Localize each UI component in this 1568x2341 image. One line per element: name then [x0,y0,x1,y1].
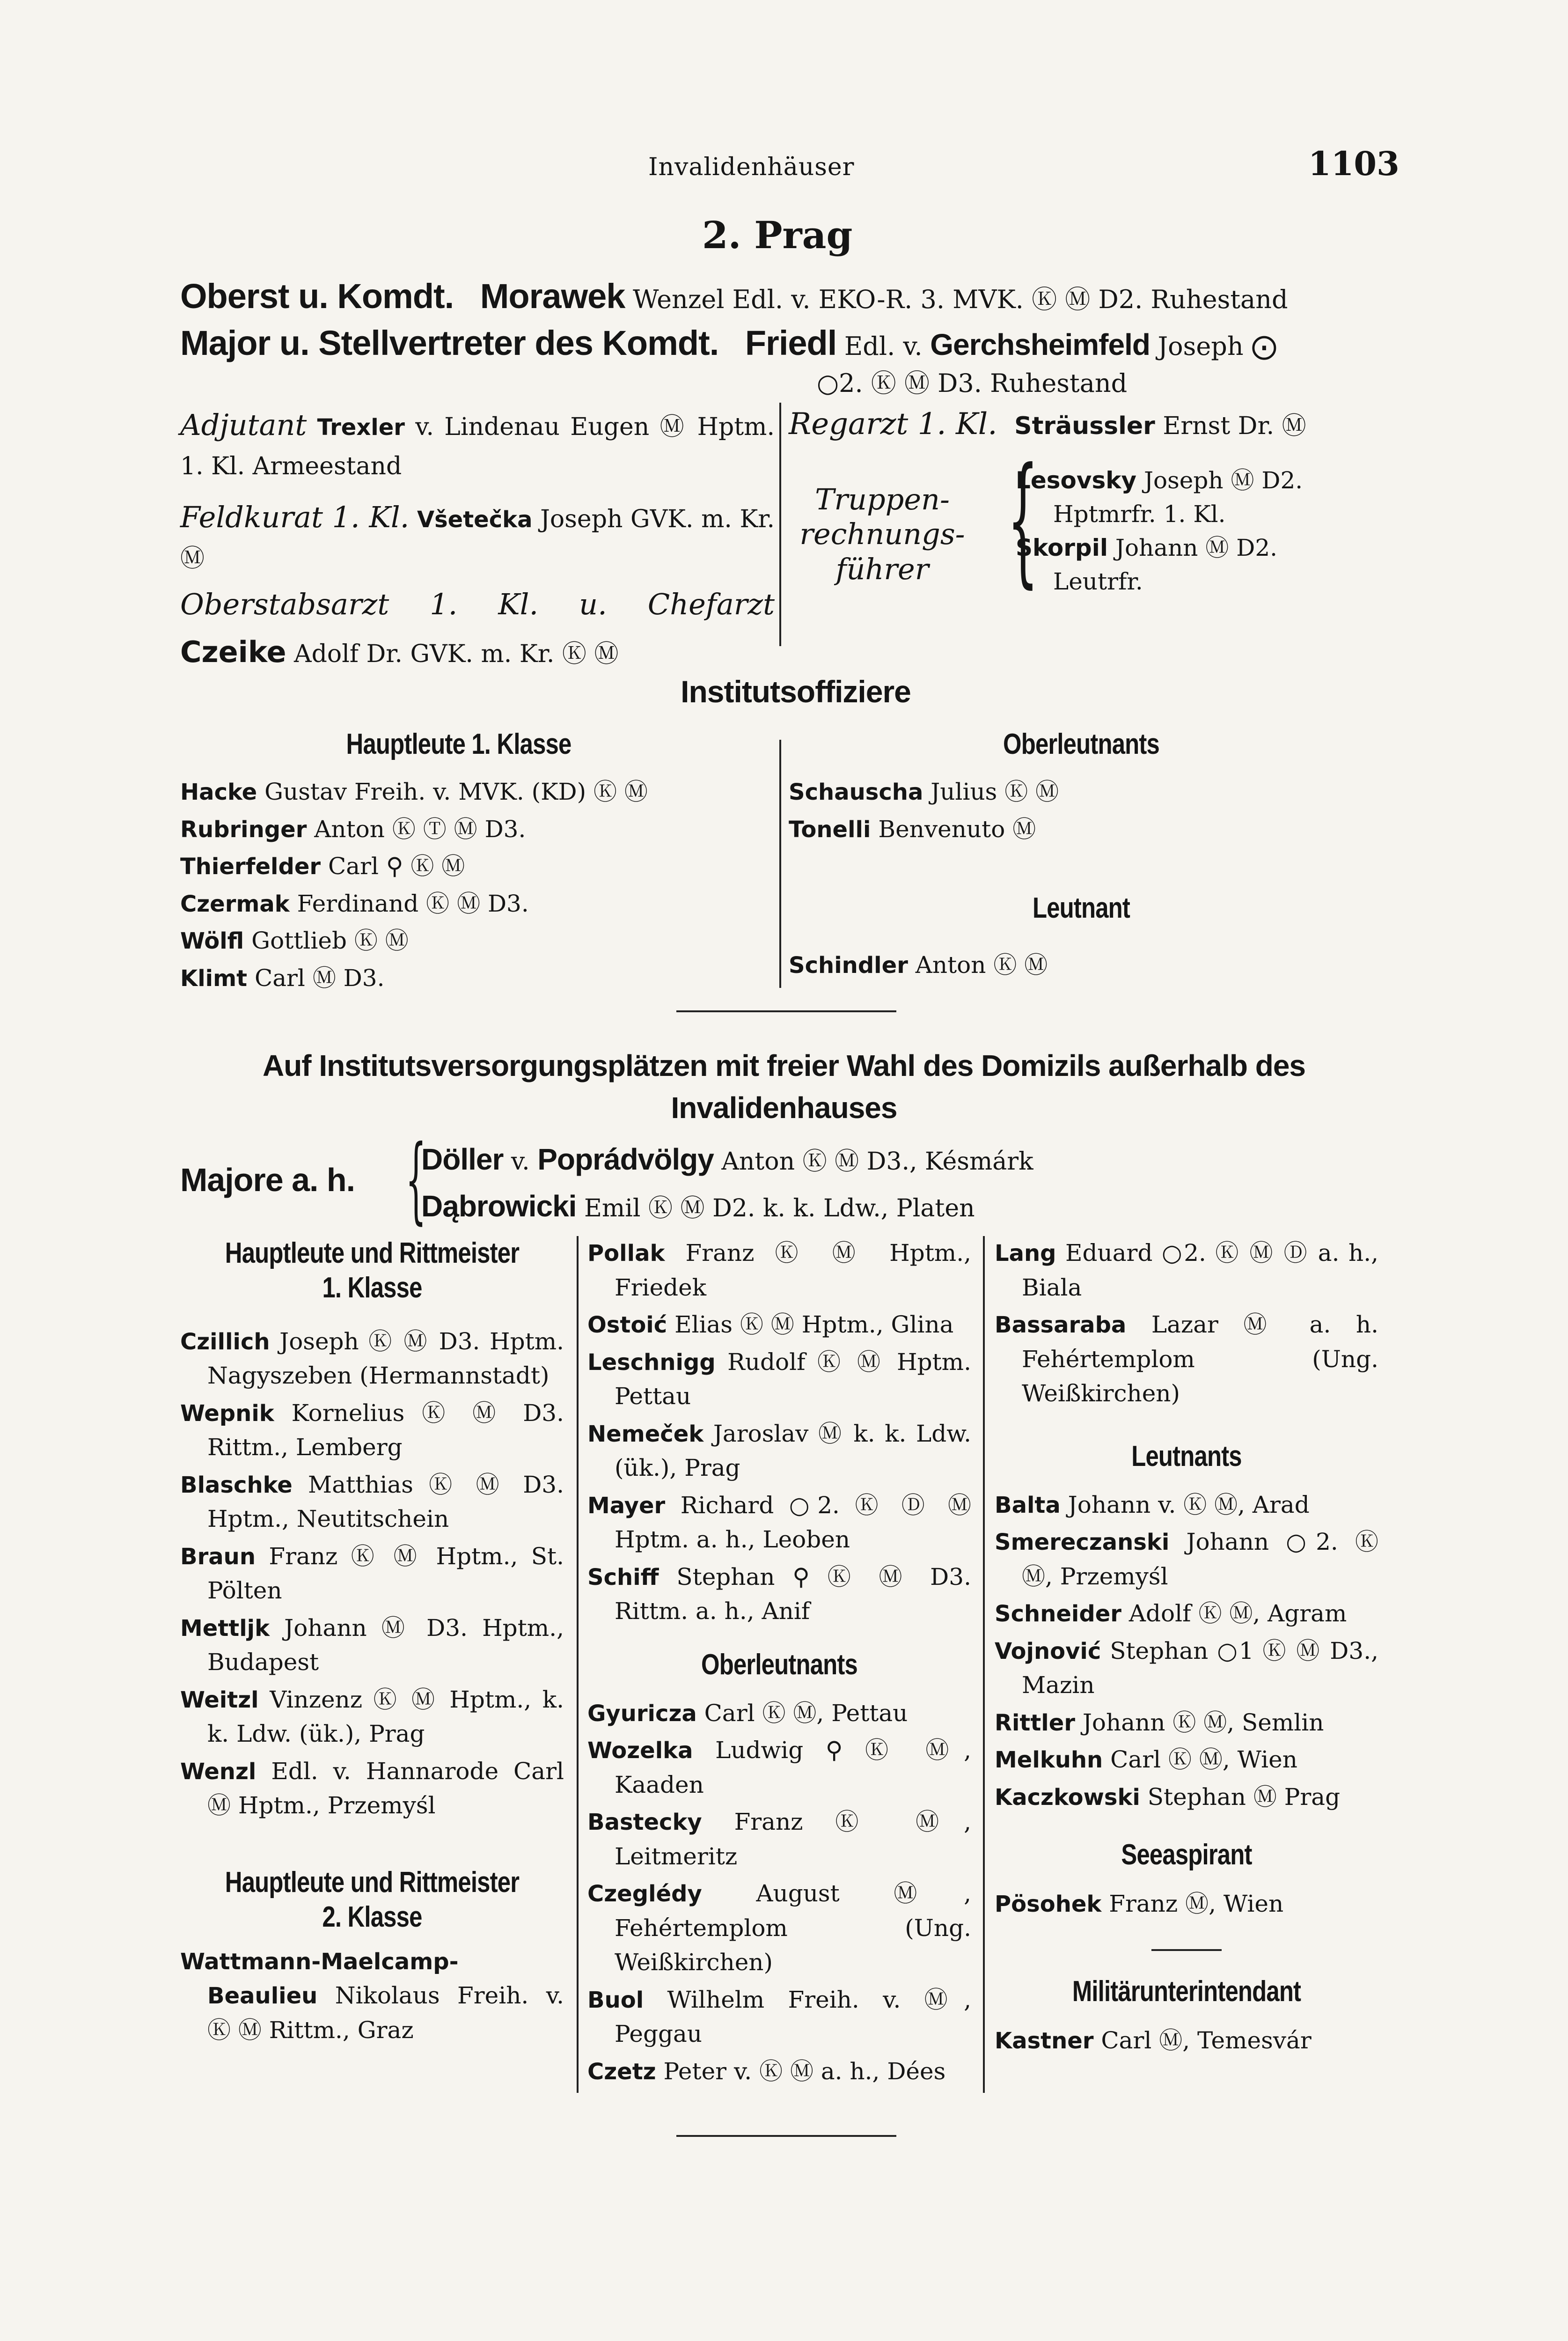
col2-heading-2: Oberleutnants [701,1648,857,1681]
entry-rest: Carl ⚲ Ⓚ Ⓜ [328,853,465,880]
list-item [180,1754,564,1823]
entry-rest: Stephan ⚲ Ⓚ Ⓜ D3. Rittm. a. h., Anif [615,1563,971,1625]
majore-1-name-2: Poprádvölgy [537,1142,714,1176]
entry-name: Smereczanski [995,1529,1170,1556]
list-item [587,1308,971,1342]
entry-rest: Matthias Ⓚ Ⓜ D3. Hptm., Neutitschein [207,1471,564,1533]
entry-name: Nemeček [587,1421,704,1447]
col3-heading-3: Seeaspirant [1121,1839,1252,1871]
staff-left [180,403,775,675]
majore-label: Majore a. h. [180,1162,355,1198]
czeike-rest: Adolf Dr. GVK. m. Kr. Ⓚ Ⓜ [294,640,619,669]
entry-name: Blaschke [180,1472,293,1498]
entry-rest: Carl Ⓚ Ⓜ, Pettau [704,1699,908,1727]
oberst-label: Oberst u. Komdt. [180,277,454,316]
entry-name: Czeglédy [587,1881,702,1907]
list-item [995,1887,1378,1921]
entry-rest: Adolf Ⓚ Ⓜ, Agram [1128,1600,1347,1627]
list-item [789,948,1383,983]
list-item [180,1683,564,1752]
majore-1-v: v. [511,1148,530,1176]
col1-heading-2: Hauptleute und Rittmeister 2. Klasse [225,1866,520,1934]
col3-heading-4: Militärunterintendant [1072,1975,1301,2008]
entry-name: Wozelka [587,1737,693,1764]
entry-rest: Ludwig ⚲ Ⓚ Ⓜ, Kaaden [615,1737,971,1798]
entry-name: Mettljk [180,1615,270,1642]
entry-rest: August Ⓜ, Fehértemplom (Ung. Weißkirchen) [615,1880,971,1976]
entry-rest: Edl. v. Hannarode Carl Ⓜ Hptm., Przemyśl [207,1757,564,1819]
list-item [180,1611,564,1680]
regarzt-name: Sträussler [1014,412,1155,440]
list-item [180,924,775,958]
col2 [587,1236,971,2091]
major-line [180,318,1277,368]
majore-1-name: Döller [421,1142,504,1176]
list-item [995,2024,1378,2058]
skorpil-line [1016,531,1390,565]
entry-rest: Jaroslav Ⓜ k. k. Ldw. (ük.), Prag [615,1420,971,1481]
col3-list-4 [995,2024,1378,2058]
adjutant-name: Trexler [317,414,405,441]
list-item [180,812,775,847]
entry-name: Buol [587,1987,644,2013]
entry-rest: Franz Ⓚ Ⓜ, Leitmeritz [615,1808,971,1870]
truppen-brace: { [1007,438,1039,601]
io-divider [779,740,781,988]
io-left-heading: Hauptleute 1. Klasse [346,728,572,760]
list-item [180,1944,564,2048]
col2-list-2 [587,1696,971,2089]
feldkurat-name: Všetečka [417,506,533,533]
entry-name: Pollak [587,1240,665,1266]
entry-name: Kastner [995,2027,1094,2054]
oberst-name: Morawek [480,277,625,316]
entry-rest: Lazar Ⓜ a. h. Fehértemplom (Ung. Weißkirchen) [1022,1311,1378,1407]
list-item [180,849,775,884]
entry-rest: Anton Ⓚ Ⓣ Ⓜ D3. [314,815,526,843]
majore-1-rest: Anton Ⓚ Ⓜ D3., Késmárk [721,1148,1033,1176]
entry-name: Bassaraba [995,1312,1127,1338]
entry-rest: Benvenuto Ⓜ [878,815,1036,843]
major-name: Friedl [745,324,837,362]
entry-rest: Ferdinand Ⓚ Ⓜ D3. [297,890,529,917]
entry-name: Schiff [587,1564,659,1590]
list-item [587,1733,971,1802]
oberst-rest: Wenzel Edl. v. EKO-R. 3. MVK. Ⓚ Ⓜ D2. Ruhestand [632,285,1288,314]
entry-rest: Johann v. Ⓚ Ⓜ, Arad [1068,1491,1310,1518]
bottom-rule [676,2135,896,2137]
entry-rest: Franz Ⓚ Ⓜ Hptm., Friedek [615,1239,971,1301]
adjutant-title: Adjutant [180,408,307,442]
staff-right [789,403,1378,446]
list-item [995,1308,1378,1411]
entry-rest: Kornelius Ⓚ Ⓜ D3. Rittm., Lemberg [207,1399,564,1461]
major-name-2: Gerchsheimfeld [930,328,1150,361]
entry-rest: Nikolaus Freih. v. Ⓚ Ⓜ Rittm., Graz [207,1982,564,2044]
institution-title: 2. Prag [702,213,853,257]
entry-name: Lang [995,1240,1056,1266]
io-right-heading-2: Leutnant [1032,892,1130,924]
regarzt-rest: Ernst Dr. Ⓜ [1163,412,1306,440]
entry-name: Czermak [180,891,290,917]
list-item [180,775,775,810]
entry-rest: Franz Ⓚ Ⓜ Hptm., St. Pölten [207,1542,564,1605]
entry-name: Rubringer [180,816,307,843]
col1-list-1 [180,1325,564,1823]
major-rest-2: Joseph ⨀ [1158,331,1277,361]
entry-rest: Anton Ⓚ Ⓜ [915,951,1048,979]
truppen-title-1: Truppen- [815,482,950,516]
entry-rest: Peter v. Ⓚ Ⓜ a. h., Dées [663,2057,946,2085]
czeike-entry [180,630,775,675]
entry-name: Vojnović [995,1638,1101,1664]
list-item [995,1236,1378,1305]
oberst-line [180,272,1288,322]
entry-name: Klimt [180,965,248,992]
entry-rest: Wilhelm Freih. v. Ⓜ, Peggau [615,1986,971,2048]
entry-rest: Johann Ⓚ Ⓜ, Semlin [1082,1708,1324,1736]
skorpil-rest: Johann Ⓜ D2. [1115,534,1278,561]
entry-name: Wattmann-Maelcamp-Beaulieu [180,1948,459,2010]
list-item [587,1488,971,1557]
section-rule-1 [676,1010,896,1012]
major-line-2: ○2. Ⓚ Ⓜ D3. Ruhestand [817,368,1128,398]
io-right-heading-1: Oberleutnants [1003,728,1159,760]
czeike-name: Czeike [180,635,286,670]
entry-name: Gyuricza [587,1700,697,1727]
col3-list-1 [995,1236,1378,1411]
col3-heading-2: Leutnants [1131,1440,1242,1472]
entry-rest: Stephan Ⓜ Prag [1147,1783,1341,1811]
list-item [995,1597,1378,1631]
entry-rest: Gottlieb Ⓚ Ⓜ [251,927,409,954]
entry-name: Braun [180,1543,256,1570]
entry-name: Wepnik [180,1400,274,1427]
col1-list-2 [180,1944,564,2048]
running-title: Invalidenhäuser [648,153,855,181]
list-item [180,1539,564,1608]
io-right-list-1 [789,775,1383,849]
col2-list-1 [587,1236,971,1629]
entry-rest: Eduard ○2. Ⓚ Ⓜ Ⓓ a. h., Biala [1022,1239,1378,1301]
entry-rest: Franz Ⓜ, Wien [1109,1890,1284,1917]
versorgung-heading-1: Auf Institutsversorgungsplätzen mit freier Wahl des Domizils außerhalb des [262,1049,1306,1082]
regarzt-title: Regarzt 1. Kl. [789,407,997,442]
col-divider-2 [983,1236,985,2093]
entry-name: Pösohek [995,1891,1102,1917]
entry-name: Wenzl [180,1758,256,1785]
list-item [587,1345,971,1414]
truppen-members [1016,464,1390,598]
majore-2-rest: Emil Ⓚ Ⓜ D2. k. k. Ldw., Platen [584,1194,975,1222]
entry-rest: Gustav Freih. v. MVK. (KD) Ⓚ Ⓜ [264,778,648,805]
list-item [995,1780,1378,1815]
major-label: Major u. Stellvertreter des Komdt. [180,324,719,362]
entry-name: Tonelli [789,816,871,843]
entry-rest: Carl Ⓜ D3. [254,964,385,992]
list-item [587,1417,971,1486]
entry-name: Schneider [995,1601,1121,1627]
entry-rest: Elias Ⓚ Ⓜ Hptm., Glina [674,1311,954,1338]
skorpil-line-2: Leutrfr. [1053,568,1143,595]
entry-rest: Carl Ⓚ Ⓜ, Wien [1110,1746,1297,1774]
list-item [789,775,1383,810]
oberstabsarzt-title: Oberstabsarzt 1. Kl. u. Chefarzt [180,587,775,622]
entry-name: Schindler [789,952,908,979]
entry-rest: Carl Ⓜ, Temesvár [1101,2026,1312,2054]
feldkurat-entry [180,495,775,578]
adjutant-entry [180,403,775,486]
io-right-list-2 [789,948,1383,986]
page-number: 1103 [1308,144,1399,183]
list-item [995,1525,1378,1594]
versorgung-heading-2: Invalidenhauses [671,1091,897,1125]
entry-name: Bastecky [587,1809,702,1836]
list-item [995,1488,1378,1523]
col3 [995,1236,1378,2061]
entry-rest: Richard ○2. Ⓚ Ⓓ Ⓜ Hptm. a. h., Leoben [615,1491,971,1553]
entry-name: Weitzl [180,1686,259,1713]
list-item [180,1396,564,1465]
lesovsky-line [1016,464,1390,497]
lesovsky-name: Lesovsky [1016,467,1137,494]
truppen-title-3: führer [835,552,929,586]
col1 [180,1236,564,2050]
feldkurat-title: Feldkurat 1. Kl. [180,500,410,534]
list-item [180,1325,564,1393]
col1-heading-1: Hauptleute und Rittmeister 1. Klasse [225,1237,520,1304]
lesovsky-line-2: Hptmrfr. 1. Kl. [1053,501,1226,528]
truppen-title-2: rechnungs- [799,517,965,552]
list-item [587,1983,971,2052]
list-item [995,1706,1378,1740]
list-item [587,1877,971,1980]
list-item [587,1805,971,1874]
entry-name: Rittler [995,1709,1075,1736]
list-item [789,812,1383,847]
lesovsky-rest: Joseph Ⓜ D2. [1144,467,1303,494]
list-item [587,2054,971,2089]
entry-rest: Stephan ○1 Ⓚ Ⓜ D3., Mazin [1022,1637,1378,1699]
major-rest-1: Edl. v. [844,331,923,361]
entry-name: Hacke [180,779,257,805]
entry-name: Mayer [587,1492,666,1519]
truppen-title [789,482,976,587]
list-item [995,1743,1378,1777]
staff-divider [779,403,781,646]
adjutant-rest: v. Lindenau Eugen Ⓜ Hptm. 1. Kl. Armeestand [180,413,775,481]
entry-name: Kaczkowski [995,1784,1140,1811]
entry-name: Czetz [587,2058,656,2085]
entry-name: Leschnigg [587,1349,716,1376]
col3-rule [1151,1949,1222,1951]
majore-2-name: Dąbrowicki [421,1189,577,1223]
col3-list-2 [995,1488,1378,1815]
list-item [587,1696,971,1731]
entry-name: Czillich [180,1328,270,1355]
list-item [180,961,775,996]
entry-name: Thierfelder [180,854,321,880]
entry-rest: Rudolf Ⓚ Ⓜ Hptm. Pettau [615,1348,971,1410]
col-divider-1 [577,1236,579,2093]
regarzt-entry [789,403,1378,446]
majore-1 [421,1138,1033,1181]
entry-name: Melkuhn [995,1747,1103,1774]
entry-rest: Vinzenz Ⓚ Ⓜ Hptm., k. k. Ldw. (ük.), Prag [207,1686,564,1748]
feldkurat-rest: Joseph GVK. m. Kr. Ⓜ [180,505,775,573]
entry-rest: Johann ○2. Ⓚ Ⓜ, Przemyśl [1022,1528,1378,1590]
entry-name: Ostoić [587,1312,667,1338]
io-left-list [180,775,775,998]
entry-rest: Johann Ⓜ D3. Hptm., Budapest [207,1614,564,1676]
col3-list-3 [995,1887,1378,1921]
majore-brace: { [405,1125,426,1234]
list-item [180,1468,564,1537]
list-item [995,1634,1378,1703]
skorpil-name: Skorpil [1016,534,1108,561]
entry-name: Balta [995,1492,1061,1518]
entry-name: Schauscha [789,779,923,805]
entry-name: Wölfl [180,928,244,954]
list-item [180,887,775,921]
list-item [587,1236,971,1305]
majore-2 [421,1185,975,1228]
list-item [587,1560,971,1629]
entry-rest: Julius Ⓚ Ⓜ [931,778,1059,805]
entry-rest: Joseph Ⓚ Ⓜ D3. Hptm. Nagyszeben (Hermannstadt) [207,1327,564,1390]
institutsoffiziere-heading: Institutsoffiziere [681,674,911,709]
